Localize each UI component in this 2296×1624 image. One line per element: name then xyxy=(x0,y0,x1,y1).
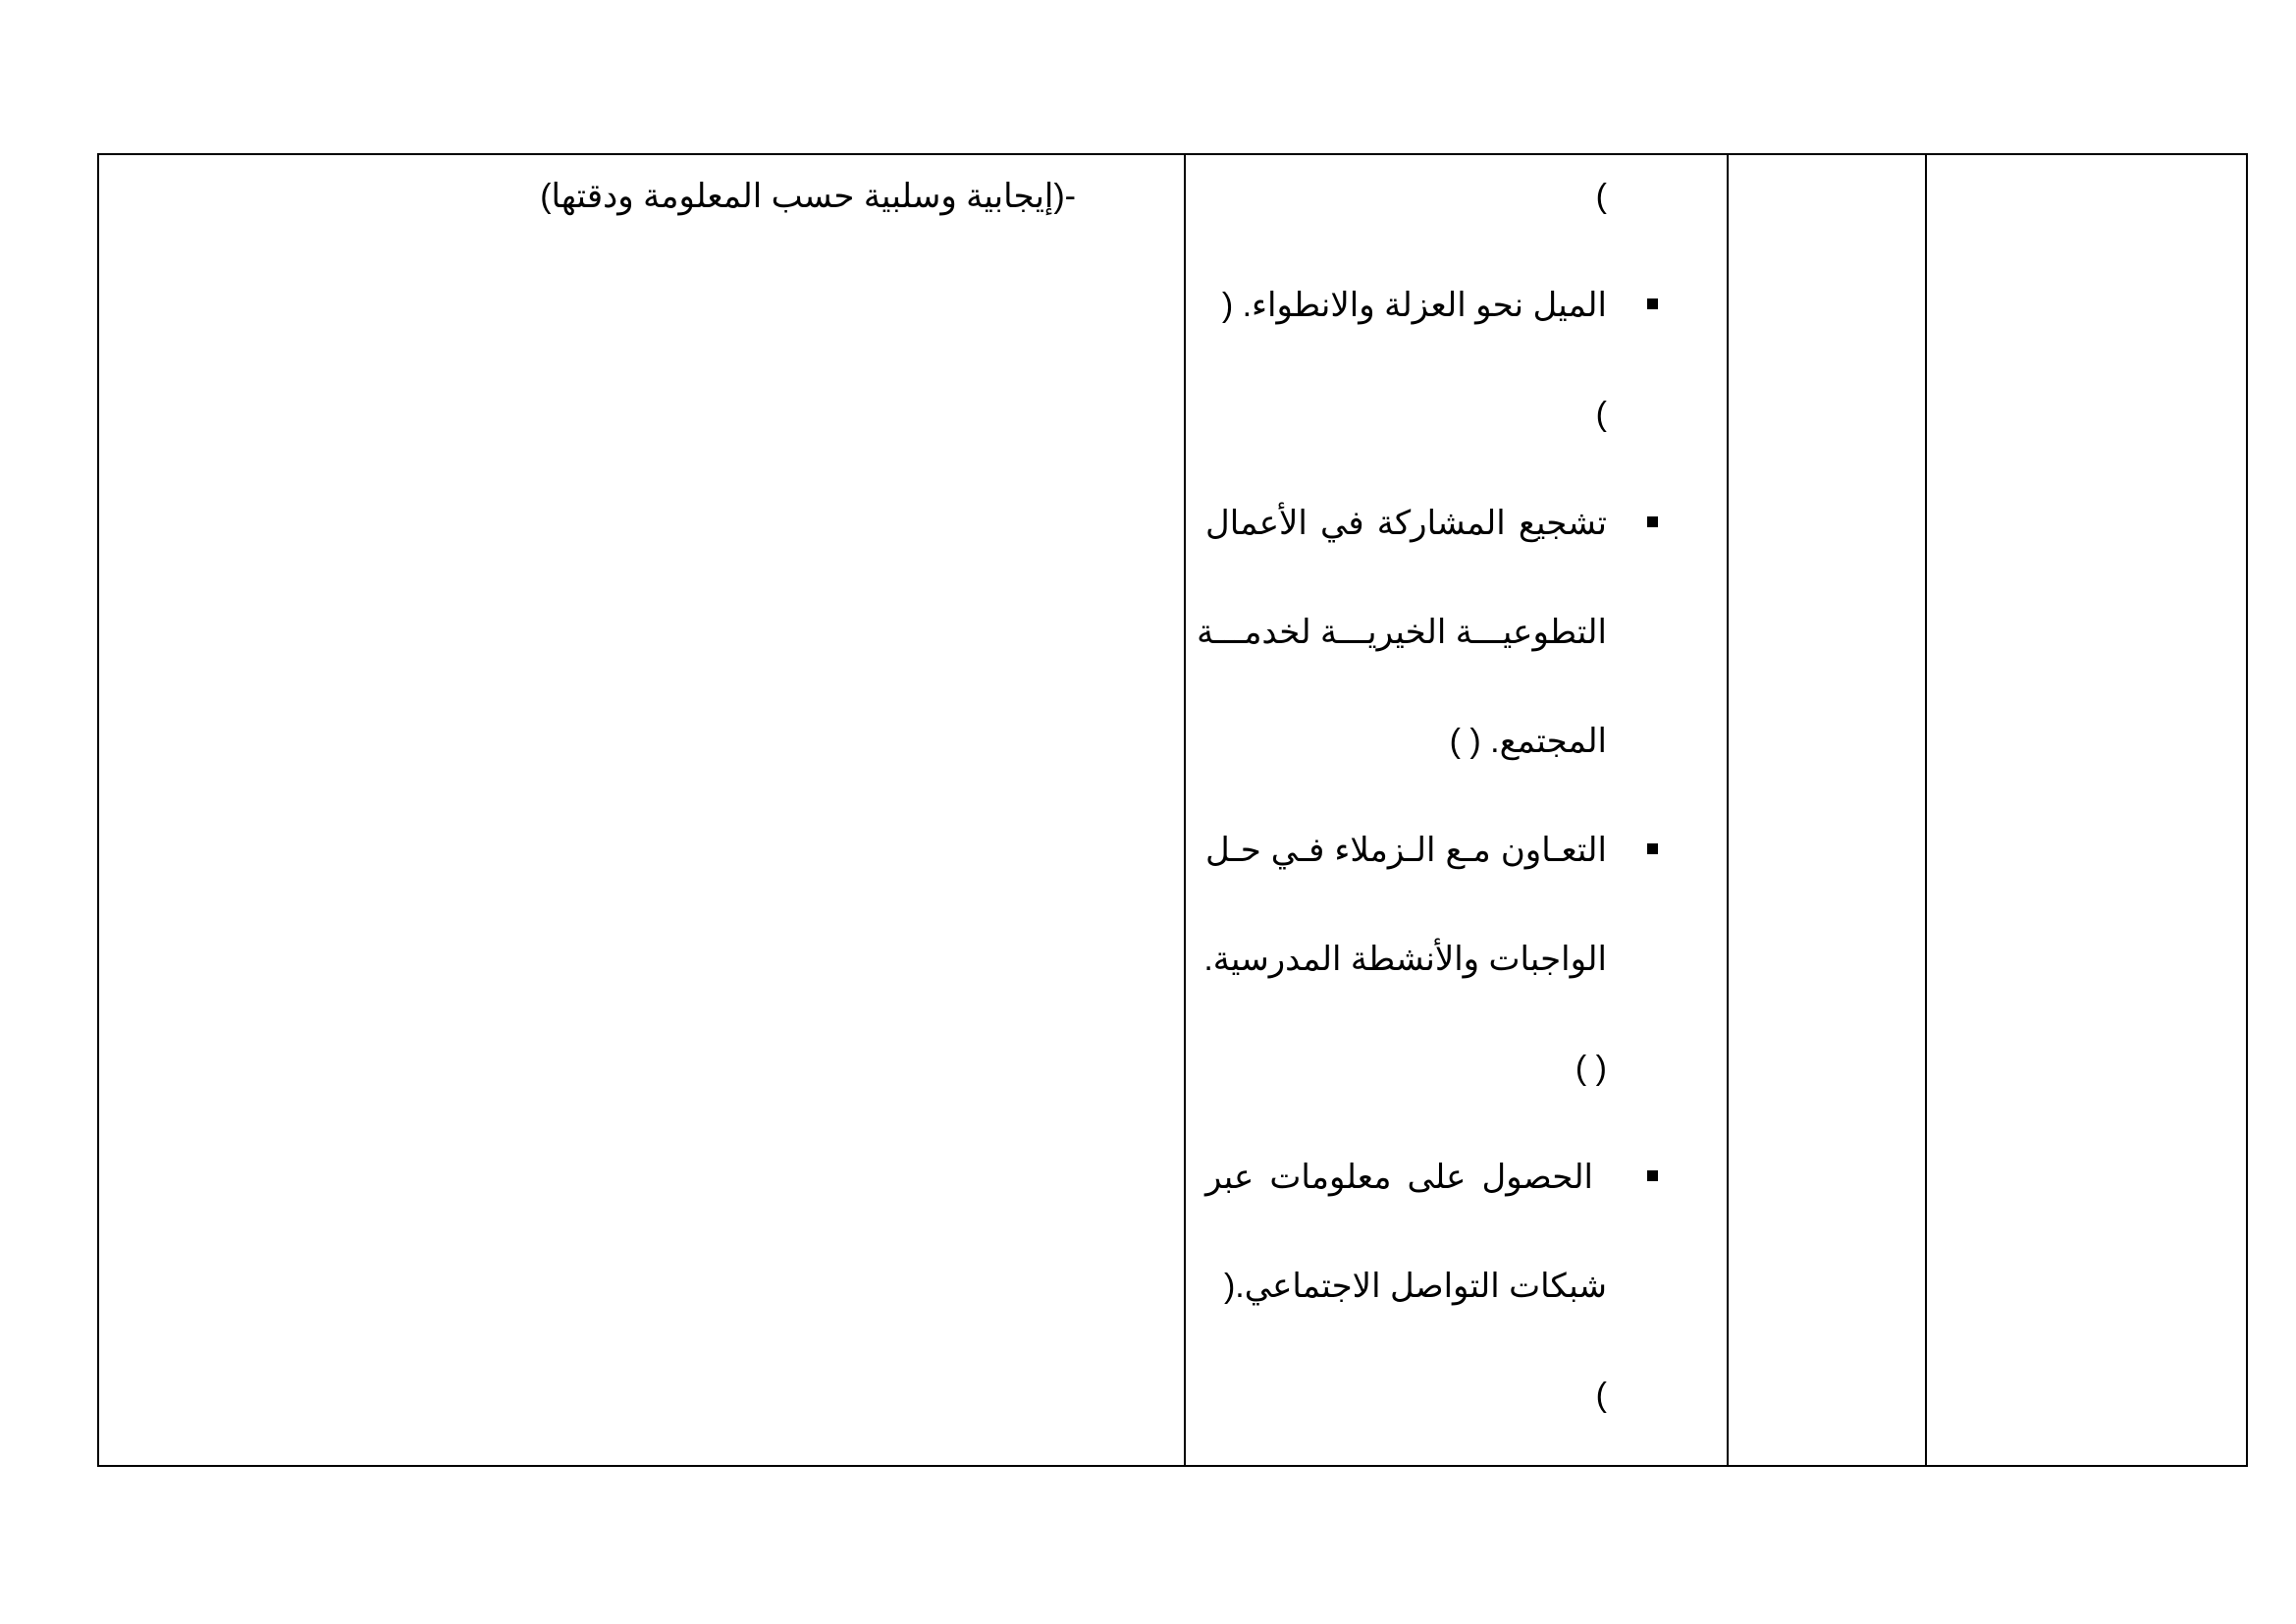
list-item-text: شبكات التواصل الاجتماعي.( xyxy=(1223,1268,1607,1305)
table-cell-items xyxy=(1185,154,1728,1466)
list-item-text: المجتمع. ( ) xyxy=(1449,723,1607,760)
list-item xyxy=(1186,578,1727,686)
table-row xyxy=(98,154,2247,1466)
list-item xyxy=(1186,1123,1727,1231)
list-item-text: ) xyxy=(1595,396,1607,433)
list-item xyxy=(1186,1232,1727,1340)
list-item-text: الواجبات والأنشطة المدرسية. xyxy=(1203,941,1607,978)
list-item-text: الميل نحو العزلة والانطواء. ( xyxy=(1221,287,1607,324)
list-item-text: ) xyxy=(1595,178,1607,215)
list-item xyxy=(1186,360,1727,468)
notes-text: -(إيجابية وسلبية حسب المعلومة ودقتها) xyxy=(540,178,1076,215)
list-item xyxy=(1186,905,1727,1013)
list-item-text: الحصول على معلومات عبر xyxy=(1205,1159,1593,1196)
list-item xyxy=(1186,1341,1727,1449)
square-bullet-icon xyxy=(1646,469,1660,577)
list-item xyxy=(1186,1014,1727,1122)
list-item xyxy=(1186,796,1727,904)
table-cell-empty-1 xyxy=(1926,154,2247,1466)
table-cell-empty-2 xyxy=(1728,154,1926,1466)
table-cell-notes xyxy=(98,154,1185,1466)
square-bullet-icon xyxy=(1646,796,1660,904)
list-item-text: تشجيع المشاركة في الأعمال xyxy=(1205,505,1607,542)
square-bullet-icon xyxy=(1646,251,1660,359)
list-item xyxy=(1186,142,1727,250)
list-item-text: ) xyxy=(1595,1377,1607,1414)
square-bullet-icon xyxy=(1646,1123,1660,1231)
list-item xyxy=(1186,251,1727,359)
list-item-text: ( ) xyxy=(1575,1050,1607,1087)
document-table xyxy=(97,153,2248,1467)
list-item xyxy=(1186,687,1727,795)
list-item xyxy=(1186,469,1727,577)
list-item-text: التعـاون مـع الـزملاء فـي حـل xyxy=(1205,832,1607,869)
list-item-text: التطوعيـــة الخيريـــة لخدمـــة xyxy=(1197,614,1607,651)
